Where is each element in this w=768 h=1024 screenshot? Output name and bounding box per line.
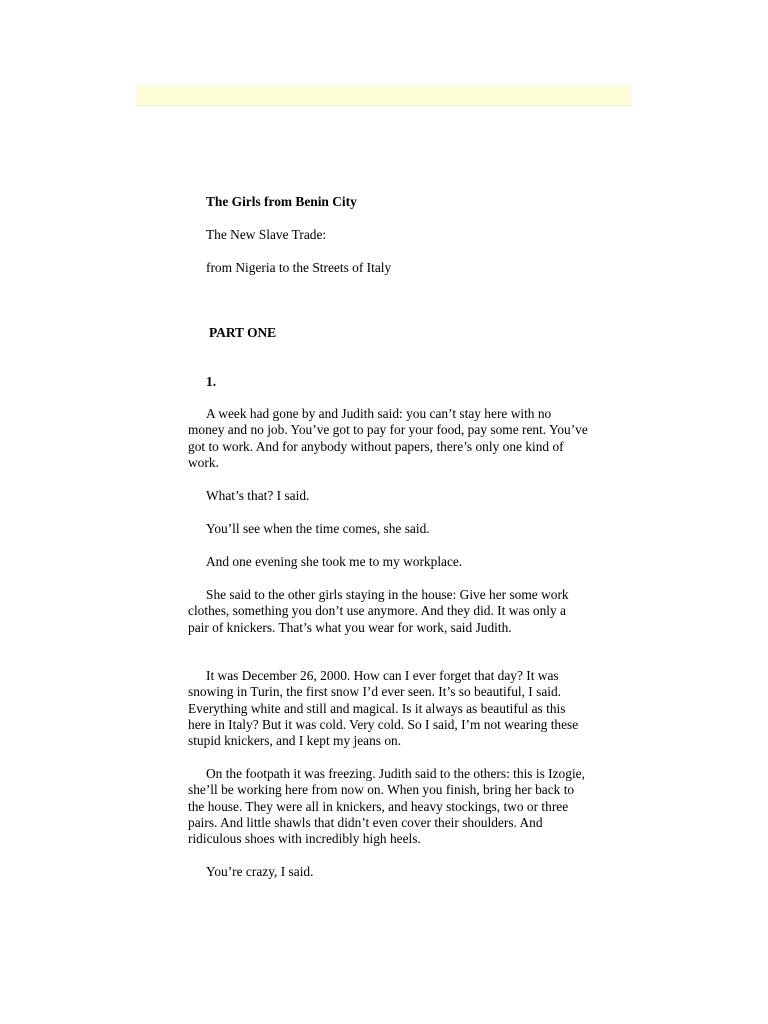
chapter-number: 1.	[206, 374, 217, 389]
book-subtitle-line-2: from Nigeria to the Streets of Italy	[206, 260, 392, 275]
paragraph-4: And one evening she took me to my workplace.	[206, 554, 463, 569]
paragraph-8: You’re crazy, I said.	[206, 864, 314, 879]
book-subtitle-line-1: The New Slave Trade:	[206, 227, 327, 242]
paragraph-5: She said to the other girls staying in the house: Give her some work clothes, something you don’t use anymore. And they did. It was only a pair of knickers. That’s what you wear for work, said Judith.	[188, 587, 569, 635]
paragraph-2: What’s that? I said.	[206, 488, 310, 503]
part-heading: PART ONE	[209, 325, 277, 340]
paragraph-3: You’ll see when the time comes, she said.	[206, 521, 430, 536]
paragraph-1: A week had gone by and Judith said: you can’t stay here with no money and no job. You’ve got to pay for your food, pay some rent. You’ve got to work. And for anybody without papers, there’s only one kind of work.	[188, 406, 588, 470]
paragraph-6: It was December 26, 2000. How can I ever forget that day? It was snowing in Turin, the first snow I’d ever seen. It’s so beautiful, I said. Everything white and still and magical. Is it always as beautiful as this here in Italy? But it was cold. Very cold. So I said, I’m not wearing these stupid knickers, and I kept my jeans on.	[188, 668, 579, 749]
top-banner	[137, 85, 631, 106]
paragraph-7: On the footpath it was freezing. Judith said to the others: this is Izogie, she’ll be working here from now on. When you finish, bring her back to the house. They were all in knickers, and heavy stockings, two or three pairs. And little shawls that didn’t even cover their shoulders. And ridiculous shoes with incredibly high heels.	[188, 766, 585, 847]
book-title: The Girls from Benin City	[206, 194, 357, 209]
